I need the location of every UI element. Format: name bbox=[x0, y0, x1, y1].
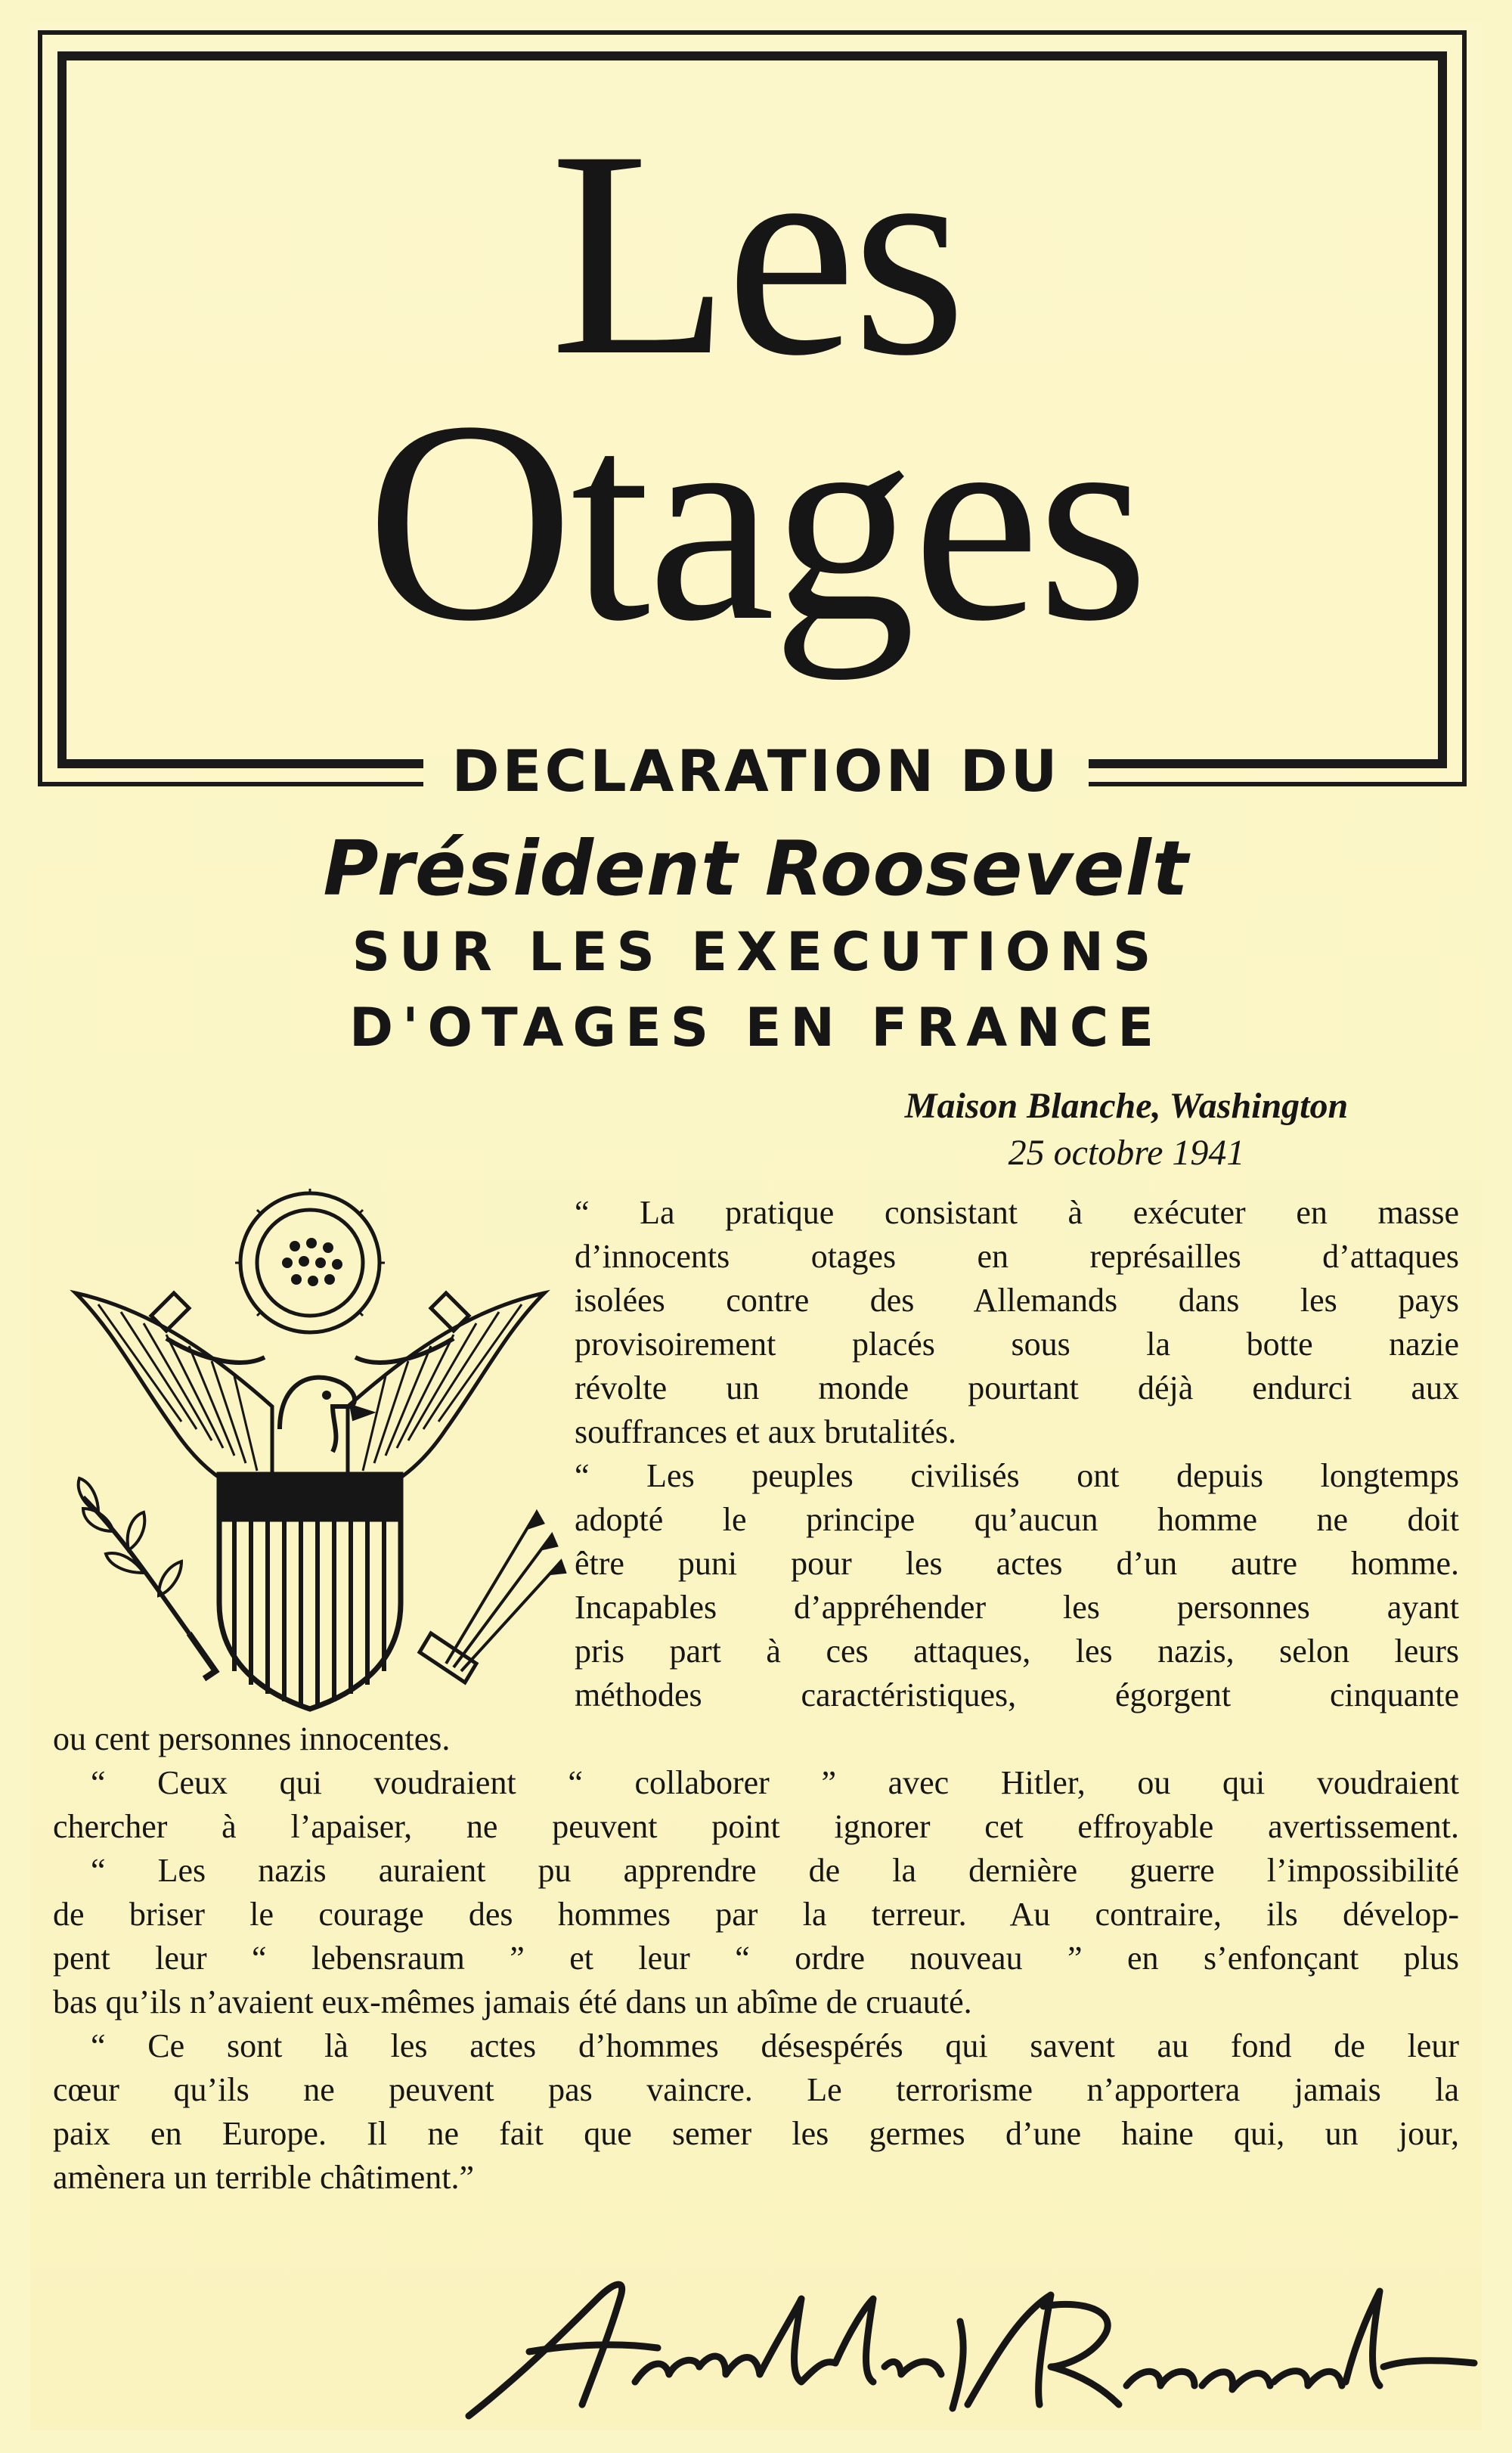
heading-executions: SUR LES EXECUTIONS bbox=[352, 921, 1160, 983]
text-line: paix en Europe. Il ne fait que semer les germes d’une haine qui, un jour, bbox=[53, 2115, 1459, 2152]
text-line: ou cent personnes innocentes. bbox=[53, 1720, 451, 1757]
text-line: chercher à l’apaiser, ne peuvent point ignorer cet effroyable avertissement. bbox=[53, 1808, 1459, 1845]
text-line: amènera un terrible châtiment.” bbox=[53, 2159, 475, 2196]
heading-declaration: DECLARATION DU bbox=[451, 737, 1061, 805]
text-line: “ Ceux qui voudraient “ collaborer ” avec Hitler, ou qui voudraient bbox=[91, 1764, 1459, 1801]
dateline-place: Maison Blanche, Washington bbox=[904, 1086, 1349, 1126]
title-line-1: Les bbox=[550, 90, 962, 417]
text-line: Incapables d’appréhender les personnes ayant bbox=[575, 1589, 1459, 1626]
text-line: provisoirement placés sous la botte nazie bbox=[575, 1326, 1459, 1363]
title-line-2: Otages bbox=[366, 362, 1146, 681]
heading-otages-france: D'OTAGES EN FRANCE bbox=[349, 997, 1163, 1059]
text-line: isolées contre des Allemands dans les pays bbox=[575, 1282, 1459, 1319]
text-line: méthodes caractéristiques, égorgent cinquante bbox=[575, 1676, 1459, 1713]
text-line: d’innocents otages en représailles d’attaques bbox=[575, 1238, 1459, 1275]
great-seal-eagle-icon bbox=[53, 1180, 567, 1724]
text-line: “ Les peuples civilisés ont depuis longtemps bbox=[575, 1457, 1459, 1494]
dateline-date: 25 octobre 1941 bbox=[1008, 1133, 1245, 1173]
heading-president: Président Roosevelt bbox=[323, 824, 1189, 913]
text-line: “ Ce sont là les actes d’hommes désespérés qui savent au fond de leur bbox=[91, 2027, 1459, 2064]
text-line: de briser le courage des hommes par la terreur. Au contraire, ils dévelop- bbox=[53, 1896, 1459, 1933]
text-line: pent leur “ lebensraum ” et leur “ ordre nouveau ” en s’enfonçant plus bbox=[53, 1940, 1459, 1977]
text-line: révolte un monde pourtant déjà endurci aux bbox=[575, 1369, 1459, 1406]
text-line: pris part à ces attaques, les nazis, selon leurs bbox=[575, 1633, 1459, 1670]
text-line: adopté le principe qu’aucun homme ne doit bbox=[575, 1501, 1459, 1538]
text-line: “ Les nazis auraient pu apprendre de la dernière guerre l’impossibilité bbox=[91, 1852, 1459, 1889]
text-line: bas qu’ils n’avaient eux-mêmes jamais été dans un abîme de cruauté. bbox=[53, 1983, 972, 2020]
text-line: être puni pour les actes d’un autre homme. bbox=[575, 1545, 1459, 1582]
text-line: “ La pratique consistant à exécuter en masse bbox=[575, 1194, 1459, 1231]
text-line: cœur qu’ils ne peuvent pas vaincre. Le terrorisme n’apportera jamais la bbox=[53, 2071, 1459, 2108]
signature-roosevelt bbox=[438, 2253, 1482, 2435]
text-line: souffrances et aux brutalités. bbox=[575, 1413, 957, 1450]
